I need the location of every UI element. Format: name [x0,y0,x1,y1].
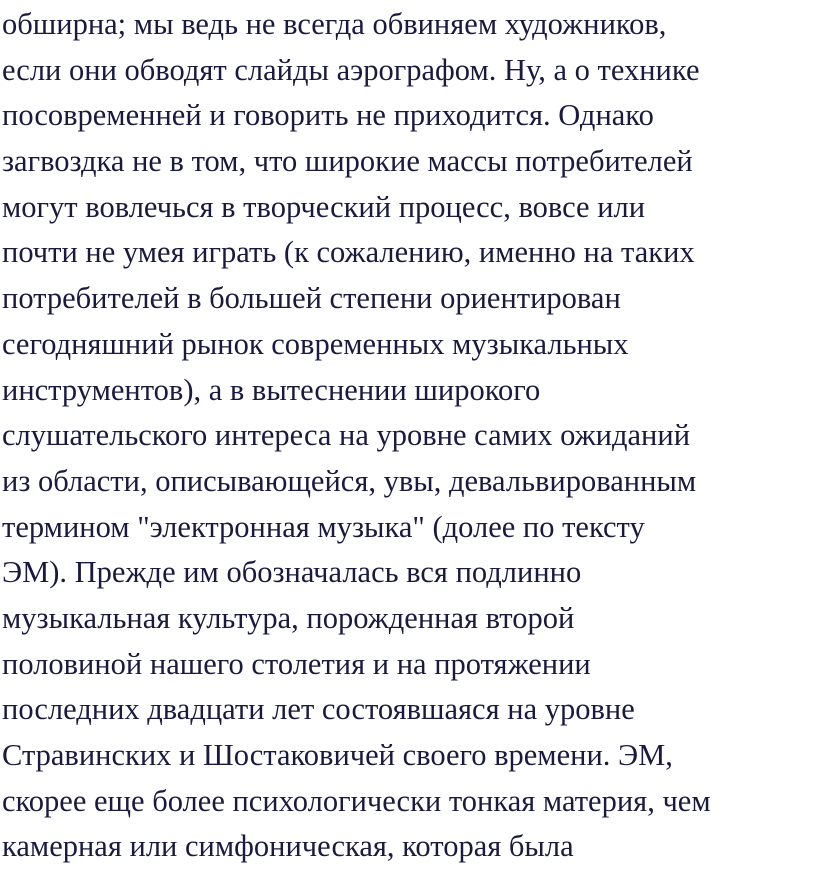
text-line: слушательского интереса на уровне самих ожиданий [2,418,691,453]
text-line: из области, описывающейся, увы, девальвированным [2,463,697,498]
text-line: инструментов), а в вытеснении широкого [2,372,541,407]
text-line: могут вовлечься в творческий процесс, вовсе или [2,189,646,224]
text-line: Стравинских и Шостаковичей своего времени. ЭМ, [2,738,673,772]
text-line: загвоздка не в том, что широкие массы потребителей [2,144,693,179]
text-line: музыкальная культура, порожденная второй [2,600,575,635]
text-line: скорее еще более психологически тонкая материя, чем [2,783,711,818]
text-line: ЭМ). Прежде им обозначалась вся подлинно [2,555,582,590]
text-line: половиной нашего столетия и на протяжении [2,646,591,681]
text-line: обширна; мы ведь не всегда обвиняем художников, [2,7,667,41]
text-line: если они обводят слайды аэрографом. Ну, а о технике [2,52,700,87]
text-line: камерная или симфоническая, которая была [2,829,574,864]
text-line: последних двадцати лет состоявшаяся на уровне [2,692,635,727]
text-line: почти не умея играть (к сожалению, именно на таких [2,235,695,270]
text-line: потребителей в большей степени ориентирован [2,281,621,316]
text-line: сегодняшний рынок современных музыкальных [2,326,629,361]
text-line: посовременней и говорить не приходится. Однако [2,98,654,133]
text-line: термином "электронная музыка" (долее по тексту [2,509,645,544]
document-text [2,2,814,870]
